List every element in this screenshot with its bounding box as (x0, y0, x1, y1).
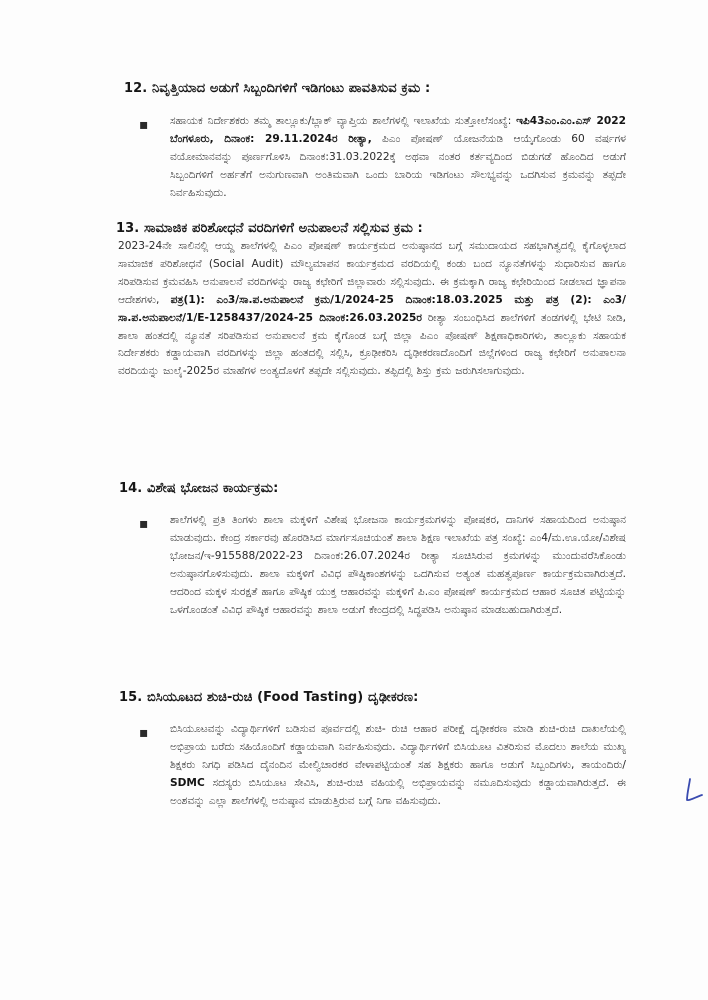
section-12-text-2: ಪಿಎಂ ಪೋಷಣ್ ಯೋಜನೆಯಡಿ ಆಯ್ಕೆಗೊಂಡು 60 ವರ್ಷಗಳ ವಯೋಮಾನವನ್ನು ಪೂರ್ಣಗೊಳಿಸಿ ದಿನಾಂಕ:31.03.2022ಕ್ಕೆ ಅಥವಾ ನಂತರ ಕರ್ತವ್ಯದಿಂದ ಬಿಡುಗಡೆ ಹೊಂದಿದ ಅಡುಗೆ ಸಿಬ್ಬಂದಿಗಳಿಗೆ ಅರ್ಹತೆಗೆ ಅನುಗುಣವಾಗಿ ಅಂತಿಮವಾಗಿ ಒಂದು ಬಾರಿಯ ಇಡಿಗಂಟು ಸೌಲಭ್ಯವನ್ನು ಒದಗಿಸುವ ಕ್ರಮವನ್ನು ತಪ್ಪದೇ ನಿರ್ವಹಿಸುವುದು. (170, 132, 626, 199)
section-13-text-2: ರೀತ್ಯಾ ಸಂಬಂಧಿಸಿದ ಶಾಲೆಗಳಿಗೆ ತಂಡಗಳಲ್ಲಿ ಭೇಟಿ ನೀಡಿ, ಶಾಲಾ ಹಂತದಲ್ಲಿ ನ್ಯೂನತೆ ಸರಿಪಡಿಸುವ ಅನುಪಾಲನೆ ಕ್ರಮ ಕೈಗೊಂಡ ಬಗ್ಗೆ ಜಿಲ್ಲಾ ಪಿಎಂ ಪೋಷಣ್ ಶಿಕ್ಷಣಾಧಿಕಾರಿಗಳು, ತಾಲ್ಲೂಕು ಸಹಾಯಕ ನಿರ್ದೇಶಕರು ಕಡ್ಡಾಯವಾಗಿ ವರದಿಗಳನ್ನು ಜಿಲ್ಲಾ ಹಂತದಲ್ಲಿ ಸಲ್ಲಿಸಿ, ಕ್ರೂಢೀಕರಿಸಿ ದೃಢೀಕರಣದೊಂದಿಗೆ ಜಿಲ್ಲೆಗಳಿಂದ ರಾಜ್ಯ ಕಛೇರಿಗೆ ಅನುಪಾಲನಾ ವರದಿಯನ್ನು ಜುಲೈ-2025ರ ಮಾಹೆಗಳ ಅಂತ್ಯದೊಳಗೆ ತಪ್ಪದೇ ಸಲ್ಲಿಸುವುದು. ತಪ್ಪಿದಲ್ಲಿ ಶಿಸ್ತು ಕ್ರಮ ಜರುಗಿಸಲಾಗುವುದು. (118, 311, 626, 378)
section-12-paragraph (170, 113, 626, 203)
section-14-heading: 14. ವಿಶೇಷ ಭೋಜನ ಕಾರ್ಯಕ್ರಮ: (119, 481, 279, 496)
section-14-text-1: ಶಾಲೆಗಳಲ್ಲಿ ಪ್ರತಿ ತಿಂಗಳು ಶಾಲಾ ಮಕ್ಕಳಿಗೆ ವಿಶೇಷ ಭೋಜನಾ ಕಾರ್ಯಕ್ರಮಗಳನ್ನು ಪೋಷಕರ, ದಾನಿಗಳ ಸಹಾಯದಿಂದ ಅನುಷ್ಠಾನ ಮಾಡುವುದು. ಕೇಂದ್ರ ಸರ್ಕಾರವು ಹೊರಡಿಸಿದ ಮಾರ್ಗಸೂಚಿಯಂತೆ ಶಾಲಾ ಶಿಕ್ಷಣ ಇಲಾಖೆಯ ಪತ್ರ ಸಂಖ್ಯೆ: ಎಂ4/ಮ.ಊ.ಯೋ/ವಿಶೇಷ ಭೋಜನ/ಇ-915588/2022-23 ದಿನಾಂಕ:26.07.2024ರ ರೀತ್ಯಾ ಸೂಚಿಸಿರುವ ಕ್ರಮಗಳನ್ನು ಮುಂದುವರೆಸಿಕೊಂಡು ಅನುಷ್ಠಾನಗೊಳಿಸುವುದು. ಶಾಲಾ ಮಕ್ಕಳಿಗೆ ವಿವಿಧ ಪೌಷ್ಠಿಕಾಂಶಗಳನ್ನು ಒದಗಿಸುವ ಅತ್ಯಂತ ಮಹತ್ವಪೂರ್ಣ ಕಾರ್ಯಕ್ರಮವಾಗಿರುತ್ತದೆ. ಆದರಿಂದ ಮಕ್ಕಳ ಸುರಕ್ಷತೆ ಹಾಗೂ ಪೌಷ್ಠಿಕ ಯುಕ್ತ ಆಹಾರವನ್ನು ಮಕ್ಕಳಿಗೆ ಪಿ.ಎಂ ಪೋಷಣ್ ಕಾರ್ಯಕ್ರಮದ ಆಹಾರ ಸೂಚಿತ ಪಟ್ಟಿಯನ್ನು ಒಳಗೊಂಡಂತೆ ವಿವಿಧ ಪೌಷ್ಠಿಕ ಆಹಾರವನ್ನು ಶಾಲಾ ಅಡುಗೆ ಕೇಂದ್ರದಲ್ಲಿ ಸಿದ್ಧಪಡಿಸಿ ಅನುಷ್ಠಾನ ಮಾಡಬಹುದಾಗಿರುತ್ತದೆ. (170, 514, 626, 616)
section-14-paragraph (170, 512, 626, 619)
section-15-bullet: ▪ (139, 725, 149, 741)
section-13-text-1: 2023-24ನೇ ಸಾಲಿನಲ್ಲಿ ಆಯ್ದ ಶಾಲೆಗಳಲ್ಲಿ ಪಿಎಂ ಪೋಷಣ್ ಕಾರ್ಯಕ್ರಮದ ಅನುಷ್ಠಾನದ ಬಗ್ಗೆ ಸಮುದಾಯದ ಸಹಭಾಗಿತ್ವದಲ್ಲಿ ಕೈಗೊಳ್ಳಲಾದ ಸಾಮಾಜಿಕ ಪರಿಶೋಧನೆ (Social Audit) ಮೌಲ್ಯಮಾಪನ ಕಾರ್ಯಕ್ರಮದ ವರದಿಯಲ್ಲಿ ಕಂಡು ಬಂದ ನ್ಯೂನತೆಗಳನ್ನು ಸುಧಾರಿಸುವ ಹಾಗೂ ಸರಿಪಡಿಸುವ ಕ್ರಮವಹಿಸಿ ಅನುಪಾಲನೆ ವರದಿಗಳನ್ನು ರಾಜ್ಯ ಕಛೇರಿಗೆ ಜಿಲ್ಲಾವಾರು ಸಲ್ಲಿಸುವುದು. ಈ ಕ್ರಮಕ್ಕಾಗಿ ರಾಜ್ಯ ಕಛೇರಿಯಿಂದ ನೀಡಲಾದ ಜ್ಞಾಪನಾ ಆದೇಶಗಳು, (118, 240, 626, 306)
handwritten-stroke (687, 779, 702, 800)
section-12-circular-ref: ಇಪಿ43ಎಂ.ಎಂ.ಎಸ್ 2022 ಬೆಂಗಳೂರು, ದಿನಾಂಕ: 29.11.2024ರ ರೀತ್ಯಾ, (170, 115, 626, 145)
section-13-letter-refs: ಪತ್ರ(1): ಎಂ3/ಸಾ.ಪ.ಅನುಪಾಲನೆ ಕ್ರಮ/1/2024-25 ದಿನಾಂಕ:18.03.2025 ಮತ್ತು ಪತ್ರ (2): ಎಂ3/ಸಾ.ಪ.ಅನುಪಾಲನೆ/1/E-1258437/2024-25 ದಿನಾಂಕ:26.03.2025ರ (118, 293, 627, 324)
section-15-text-2: ಸದಸ್ಯರು ಬಿಸಿಯೂಟ ಸೇವಿಸಿ, ಶುಚಿ-ರುಚಿ ವಹಿಯಲ್ಲಿ ಅಭಿಪ್ರಾಯವನ್ನು ನಮೂದಿಸುವುದು ಕಡ್ಡಾಯವಾಗಿರುತ್ತದೆ. ಈ ಅಂಶವನ್ನು ಎಲ್ಲಾ ಶಾಲೆಗಳಲ್ಲಿ ಅನುಷ್ಠಾನ ಮಾಡುತ್ತಿರುವ ಬಗ್ಗೆ ನಿಗಾ ವಹಿಸುವುದು. (170, 776, 626, 807)
section-14-bullet: ▪ (139, 516, 149, 532)
section-15-heading: 15. ಬಿಸಿಯೂಟದ ಶುಚಿ-ರುಚಿ (Food Tasting) ದೃಢೀಕರಣ: (119, 690, 419, 705)
section-12-heading: 12. ನಿವೃತ್ತಿಯಾದ ಅಡುಗೆ ಸಿಬ್ಬಂದಿಗಳಿಗೆ ಇಡಿಗಂಟು ಪಾವತಿಸುವ ಕ್ರಮ : (124, 81, 431, 96)
section-13-paragraph (118, 238, 626, 381)
handwritten-mark (680, 776, 708, 806)
section-12-bullet: ▪ (139, 117, 149, 133)
section-15-sdmc: SDMC (170, 776, 205, 789)
section-15-text-1: ಬಿಸಿಯೂಟವನ್ನು ವಿದ್ಯಾರ್ಥಿಗಳಿಗೆ ಬಡಿಸುವ ಪೂರ್ವದಲ್ಲಿ ಶುಚಿ- ರುಚಿ ಆಹಾರ ಪರೀಕ್ಷೆ ದೃಢೀಕರಣ ಮಾಡಿ ಶುಚಿ-ರುಚಿ ದಾಖಲೆಯಲ್ಲಿ ಅಭಿಪ್ರಾಯ ಬರೆದು ಸಹಿಯೊಂದಿಗೆ ಕಡ್ಡಾಯವಾಗಿ ನಿರ್ವಹಿಸುವುದು. ವಿದ್ಯಾರ್ಥಿಗಳಿಗೆ ಬಿಸಿಯೂಟ ವಿತರಿಸುವ ಮೊದಲು ಶಾಲೆಯ ಮುಖ್ಯ ಶಿಕ್ಷಕರು ನಿಗಧಿ ಪಡಿಸಿದ ದೈನಂದಿನ ಮೇಲ್ವಿಚಾರಕರ ವೇಳಾಪಟ್ಟಿಯಂತೆ ಸಹ ಶಿಕ್ಷಕರು ಹಾಗೂ ಅಡುಗೆ ಸಿಬ್ಬಂದಿಗಳು, ತಾಯಂದಿರು/ (170, 723, 626, 771)
section-13-heading: 13. ಸಾಮಾಜಿಕ ಪರಿಶೋಧನೆ ವರದಿಗಳಿಗೆ ಅನುಪಾಲನೆ ಸಲ್ಲಿಸುವ ಕ್ರಮ : (116, 221, 423, 236)
section-15-paragraph (170, 721, 626, 811)
section-12-text-1: ಸಹಾಯಕ ನಿರ್ದೇಶಕರು ತಮ್ಮ ತಾಲ್ಲೂಕು/ಬ್ಲಾಕ್ ವ್ಯಾಪ್ತಿಯ ಶಾಲೆಗಳಲ್ಲಿ ಇಲಾಖೆಯ ಸುತ್ತೋಲೆಸಂಖ್ಯೆ: (170, 115, 517, 127)
